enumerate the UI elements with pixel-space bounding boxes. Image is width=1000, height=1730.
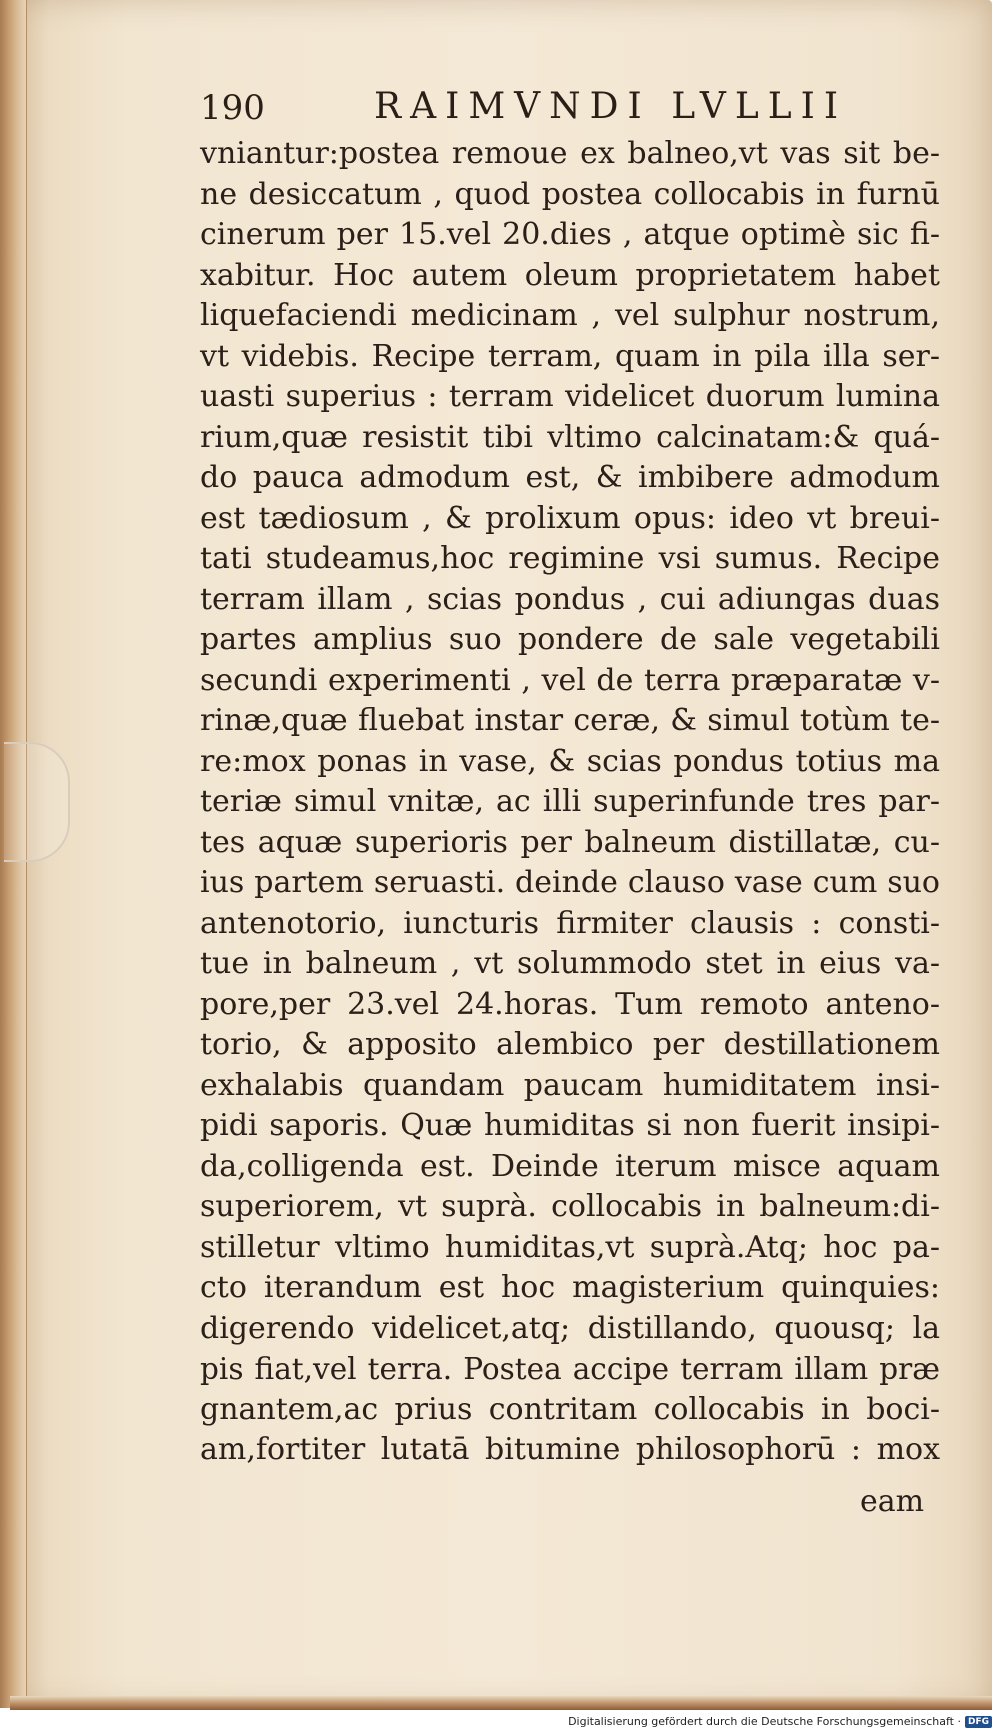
text-line: antenotorio, iuncturis firmiter clausis : consti-: [200, 905, 940, 941]
text-line: re:mox ponas in vase, & scias pondus totius ma: [200, 743, 940, 779]
text-line: teriæ simul vnitæ, ac illi superinfunde tres par-: [200, 784, 940, 819]
page-number: 190: [200, 88, 265, 128]
text-line: tes aquæ superioris per balneum distillatæ, cu-: [200, 824, 940, 860]
text-line: da,colligenda est. Deinde iterum misce aquam: [200, 1148, 940, 1184]
text-line: cinerum per 15.vel 20.dies , atque optimè sic fi-: [200, 217, 940, 252]
text-line: superiorem, vt suprà. collocabis in balneum:di-: [200, 1189, 940, 1224]
text-line: stilletur vltimo humiditas,vt suprà.Atq; hoc pa-: [200, 1229, 940, 1265]
text-line: do pauca admodum est, & imbibere admodum: [200, 460, 940, 495]
text-line: exhalabis quandam paucam humiditatem insi-: [200, 1067, 940, 1103]
binding-tab: [4, 742, 70, 862]
text-line: partes amplius suo pondere de sale vegetabili: [200, 622, 940, 657]
text-line: terram illam , scias pondus , cui adiungas duas: [200, 581, 940, 617]
text-line: pidi saporis. Quæ humiditas si non fuerit insipi-: [200, 1108, 940, 1143]
text-line: liquefaciendi medicinam , vel sulphur nostrum,: [200, 298, 940, 333]
text-line: cto iterandum est hoc magisterium quinquies:: [200, 1270, 940, 1305]
text-line: uasti superius : terram videlicet duorum lumina: [200, 379, 940, 414]
digitization-credit: [568, 1715, 992, 1728]
text-line: pis fiat,vel terra. Postea accipe terram illam præ: [200, 1352, 940, 1386]
credit-text: Digitalisierung gefördert durch die Deutsche Forschungsgemeinschaft ·: [568, 1715, 961, 1728]
text-line: pore,per 23.vel 24.horas. Tum remoto anteno-: [200, 986, 940, 1022]
text-line: vt videbis. Recipe terram, quam in pila illa ser-: [200, 338, 940, 374]
text-line: ius partem seruasti. deinde clauso vase cum suo: [200, 865, 940, 900]
text-line: ne desiccatum , quod postea collocabis in furnū: [200, 176, 940, 212]
text-line: torio, & apposito alembico per destillationem: [200, 1027, 940, 1062]
running-title: RAIMVNDI LVLLII: [374, 86, 848, 127]
body-text: [200, 134, 940, 1471]
text-line: am,fortiter lutatā bitumine philosophorū : mox: [200, 1432, 940, 1467]
text-line: vniantur:postea remoue ex balneo,vt vas sit be-: [200, 136, 940, 171]
text-line: rinæ,quæ fluebat instar ceræ, & simul totùm te-: [200, 703, 940, 738]
text-line: gnantem,ac prius contritam collocabis in boci-: [200, 1391, 940, 1427]
catchword: eam: [860, 1484, 925, 1519]
text-line: digerendo videlicet,atq; distillando, quousq; la: [200, 1310, 940, 1346]
text-line: rium,quæ resistit tibi vltimo calcinatam:& quá-: [200, 419, 940, 455]
text-line: xabitur. Hoc autem oleum proprietatem habet: [200, 257, 940, 293]
text-line: secundi experimenti , vel de terra præparatæ v-: [200, 662, 940, 698]
text-line: est tædiosum , & prolixum opus: ideo vt breui-: [200, 500, 940, 536]
text-line: tati studeamus,hoc regimine vsi sumus. Recipe: [200, 541, 940, 576]
running-head: [200, 82, 850, 132]
text-line: tue in balneum , vt solummodo stet in eius va-: [200, 946, 940, 981]
page-edge-bottom: [10, 1696, 992, 1710]
dfg-logo-icon: DFG: [965, 1716, 992, 1728]
